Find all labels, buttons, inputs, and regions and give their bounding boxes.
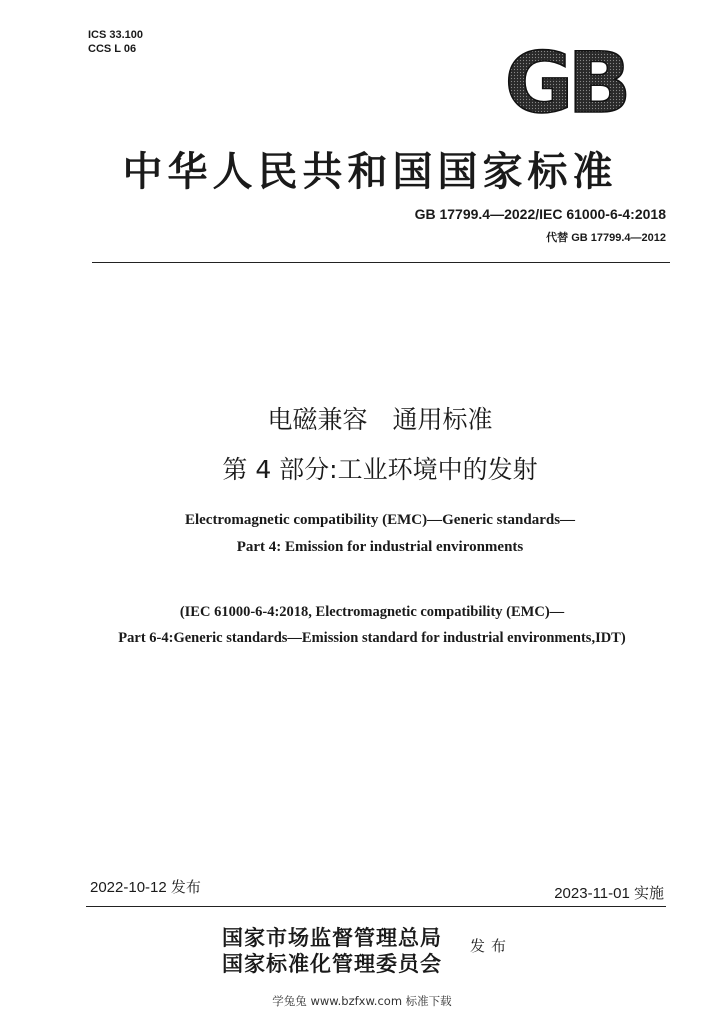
publisher-line-1: 国家市场监督管理总局 [222,925,442,950]
iec-equivalent-line-1: (IEC 61000-6-4:2018, Electromagnetic compatibility (EMC)— [179,604,565,620]
national-standard-title: 中华人民共和国国家标准 [122,148,618,195]
publisher-line-2: 国家标准化管理委员会 [222,951,442,976]
gb-logo-text: GB [504,44,626,118]
gb-logo [498,44,632,118]
chinese-title-line-2: 第 4 部分:工业环境中的发射 [222,455,538,484]
header-divider [92,262,670,263]
issue-date: 2022-10-12 发布 [90,879,201,896]
footer-divider [86,906,666,907]
iec-equivalent-line-2: Part 6-4:Generic standards—Emission standard for industrial environments,IDT) [118,630,626,646]
classification-codes [88,28,143,56]
english-title-line-1: Electromagnetic compatibility (EMC)—Generic standards— [184,512,576,528]
ccs-code: CCS L 06 [88,43,137,55]
publish-label: 发布 [470,937,513,955]
chinese-title-line-1: 电磁兼容 通用标准 [267,405,493,434]
replaced-standard: 代替 GB 17799.4—2012 [546,232,666,244]
watermark: 学兔兔 www.bzfxw.com 标准下载 [272,994,452,1008]
ics-code: ICS 33.100 [88,29,144,41]
english-title-line-2: Part 4: Emission for industrial environments [236,539,524,555]
implementation-date: 2023-11-01 实施 [554,885,664,902]
standard-number: GB 17799.4—2022/IEC 61000-6-4:2018 [414,206,666,222]
